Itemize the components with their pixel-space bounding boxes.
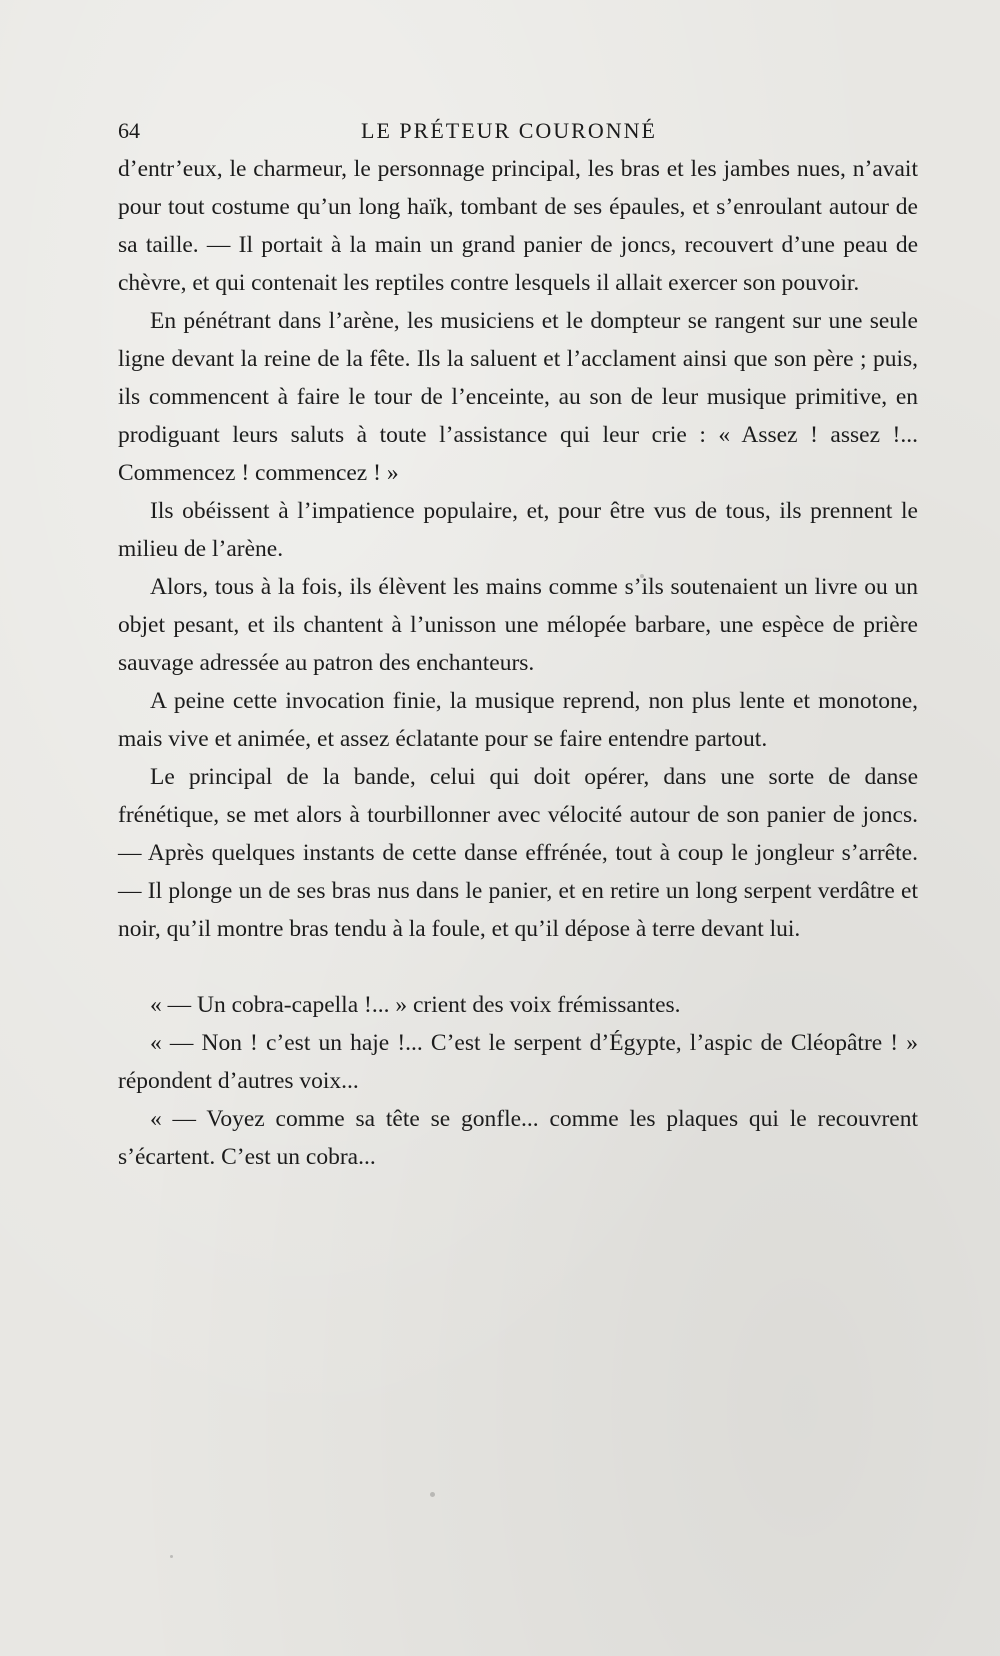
dialogue-line: « — Non ! c’est un haje !... C’est le serpent d’Égypte, l’aspic de Cléopâtre ! » répondent d’autres voix... [118,1030,918,1094]
dialogue-line: « — Voyez comme sa tête se gonfle... comme les plaques qui le recouvrent s’écartent. C’est un cobra... [118,1106,918,1170]
paragraph: En pénétrant dans l’arène, les musiciens et le dompteur se rangent sur une seule ligne devant la reine de la fête. Ils la saluent et l’acclament ainsi que son père ; puis, ils commencent à faire le tour de l’enceinte, au son de leur musique primitive, en prodiguant leurs saluts à toute l’assistance qui leur crie : « Assez ! assez !... Commencez ! commencez ! » [118,308,918,486]
paragraph-continuation: d’entr’eux, le charmeur, le personnage principal, les bras et les jambes nues, n’avait pour tout costume qu’un long haïk, tombant de ses épaules, et s’enroulant autour de sa taille. — Il portait à la main un grand panier de joncs, recouvert d’une peau de chèvre, et qui contenait les reptiles contre lesquels il allait exercer son pouvoir. [118,156,918,296]
paragraph: Le principal de la bande, celui qui doit opérer, dans une sorte de danse frénétique, se met alors à tourbillonner avec vélocité autour de son panier de joncs. — Après quelques instants de cette danse effrénée, tout à coup le jongleur s’arrête. — Il plonge un de ses bras nus dans le panier, et en retire un long serpent verdâtre et noir, qu’il montre bras tendu à la foule, et qu’il dépose à terre devant lui. [118,764,918,942]
body-text [118,150,918,1176]
paper-speck [640,574,644,578]
paragraph: A peine cette invocation finie, la musique reprend, non plus lente et monotone, mais vive et animée, et assez éclatante pour se faire entendre partout. [118,688,918,752]
paragraph: Alors, tous à la fois, ils élèvent les mains comme s’ils soutenaient un livre ou un objet pesant, et ils chantent à l’unisson une mélopée barbare, une espèce de prière sauvage adressée au patron des enchanteurs. [118,574,918,676]
dialogue-line: « — Un cobra-capella !... » crient des voix frémissantes. [150,992,681,1018]
paper-speck [170,1555,173,1558]
paragraph: Ils obéissent à l’impatience populaire, et, pour être vus de tous, ils prennent le milieu de l’arène. [118,498,918,562]
running-head [118,118,876,152]
paper-speck [430,1492,435,1497]
running-title: LE PRÉTEUR COURONNÉ [361,118,657,143]
page-number: 64 [118,118,140,143]
section-gap [118,948,918,986]
